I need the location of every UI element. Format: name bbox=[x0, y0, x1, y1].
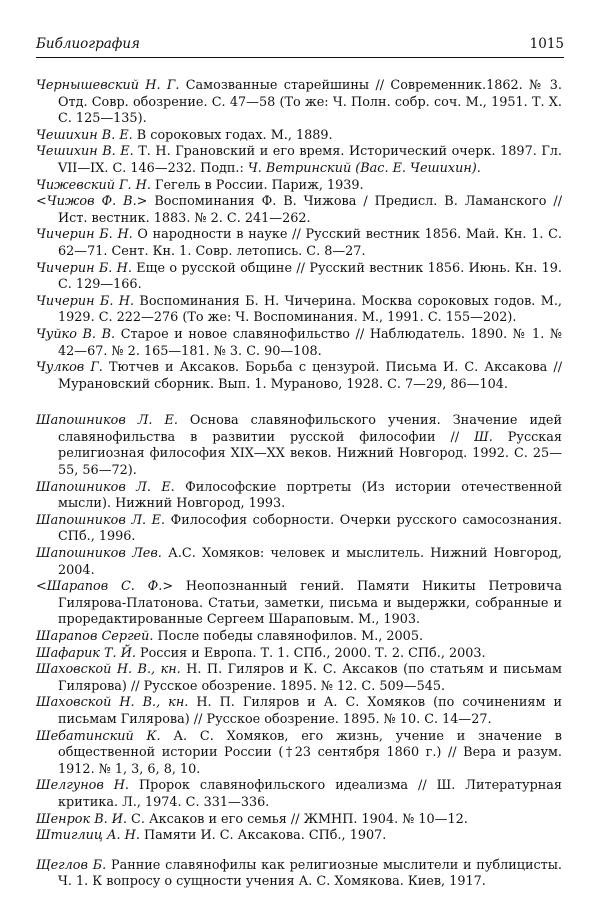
entry-author: Штиглиц А. Н. bbox=[36, 828, 140, 844]
entry-author: Чернышевский Н. Г. bbox=[36, 78, 180, 93]
entry-text: Н. П. Гиляров и К. С. Аксаков (по статьям и письмам Гилярова) // Русское обозрение. 1895. № 12. С. 509—545. bbox=[58, 662, 562, 694]
bibliography-entry bbox=[36, 194, 562, 227]
bibliography-entry bbox=[36, 144, 562, 177]
entry-text: Тютчев и Аксаков. Борьба с цензурой. Письма И. С. Аксакова // Мурановский сборник. Вып. 1. Мураново, 1928. С. 7—29, 86—104. bbox=[58, 360, 563, 392]
bibliography-entry bbox=[36, 513, 562, 546]
entry-author: Чижевский Г. Н. bbox=[36, 177, 151, 193]
entry-text: Н. П. Гиляров и А. С. Хомяков (по сочинениям и письмам Гилярова) // Русское обозрение. 1895. № 10. С. 14—27. bbox=[58, 695, 562, 727]
bibliography-entry bbox=[36, 812, 562, 829]
bibliography-entry bbox=[36, 858, 562, 891]
entry-text: Еще о русской общине // Русский вестник 1856. Июнь. Кн. 19. С. 129—166. bbox=[58, 260, 562, 293]
entry-author: Шарапов Сергей. bbox=[36, 629, 154, 644]
bibliography-entry bbox=[36, 778, 562, 811]
header-rule bbox=[36, 57, 564, 58]
bibliography-entry bbox=[36, 294, 562, 327]
bibliography-entry bbox=[36, 227, 562, 260]
entry-author: Чуйко В. В. bbox=[36, 326, 116, 342]
entry-text: Памяти И. С. Аксакова. СПб., 1907. bbox=[139, 828, 387, 844]
bibliography-entry bbox=[36, 480, 562, 513]
entry-text: Философия соборности. Очерки русского самосознания. СПб., 1996. bbox=[58, 512, 562, 545]
entry-text: Т. Н. Грановский и его время. Исторический очерк. 1897. Гл. VII—IX. С. 146—232. Подп.: bbox=[58, 144, 563, 176]
bibliography-entry bbox=[36, 695, 562, 728]
bibliography-entry bbox=[36, 546, 562, 579]
bibliography-entry bbox=[36, 78, 562, 128]
entry-author: Шапошников Л. Е. bbox=[36, 413, 178, 429]
entry-author: Шапошников Л. Е. bbox=[36, 479, 175, 495]
entry-text: Воспоминания Б. Н. Чичерина. Москва сороковых годов. М., 1929. С. 222—276 (То же: Ч. Воспоминания. М., 1991. С. 155—202). bbox=[58, 293, 562, 326]
entry-author: Чичерин Б. Н. bbox=[36, 260, 132, 276]
entry-text-after: Русская религиозная философия XIX—XX веков. Нижний Новгород. 1992. С. 25—55, 56—72). bbox=[58, 429, 562, 479]
entry-text-italic: Ш. bbox=[474, 429, 493, 445]
entry-author: Щеглов Б. bbox=[36, 857, 107, 873]
bibliography-entry bbox=[36, 261, 562, 294]
entry-author: <Шарапов С. Ф.> bbox=[36, 579, 174, 595]
running-header bbox=[36, 36, 564, 56]
entry-text: Гегель в России. Париж, 1939. bbox=[150, 177, 364, 193]
entry-text: Воспоминания Ф. В. Чижова / Предисл. В. Ламанского // Ист. вестник. 1883. № 2. С. 241—262. bbox=[58, 194, 563, 226]
bibliography-list bbox=[36, 78, 562, 891]
bibliography-entry bbox=[36, 662, 562, 695]
bibliography-entry bbox=[36, 413, 562, 479]
entry-text: А. С. Хомяков, его жизнь, учение и значение в общественной истории России (†23 сентября 1860 г.) // Вера и разум. 1912. № 1, 3, 6, 8, 10. bbox=[58, 728, 562, 777]
bibliography-entry bbox=[36, 178, 562, 195]
entry-text: Ранние славянофилы как религиозные мыслители и публицисты. Ч. 1. К вопросу о сущности учения А. С. Хомякова. Киев, 1917. bbox=[58, 857, 562, 890]
entry-author: Шенрок В. И. bbox=[36, 811, 127, 827]
entry-text: Старое и новое славянофильство // Наблюдатель. 1890. № 1. № 42—67. № 2. 165—181. № 3. С. 90—108. bbox=[58, 326, 562, 359]
entry-text: О народности в науке // Русский вестник 1856. Май. Кн. 1. С. 62—71. Сент. Кн. 1. Совр. летопись. С. 8—27. bbox=[58, 227, 562, 259]
bibliography-entry bbox=[36, 629, 562, 646]
entry-author: Шаховской Н. В., кн. bbox=[36, 662, 181, 678]
entry-author: Шапошников Лев. bbox=[36, 546, 162, 562]
bibliography-entry bbox=[36, 828, 562, 845]
section-gap bbox=[36, 393, 562, 413]
bibliography-entry bbox=[36, 729, 562, 779]
entry-text: Философские портреты (Из истории отечественной мысли). Нижний Новгород, 1993. bbox=[58, 479, 562, 512]
entry-text: Основа славянофильского учения. Значение идей славянофильства в развитии русской философии // bbox=[58, 413, 562, 445]
bibliography-entry bbox=[36, 646, 562, 663]
bibliography-entry bbox=[36, 128, 562, 145]
section-title: Библиография bbox=[36, 36, 140, 52]
entry-author: Шапошников Л. Е. bbox=[36, 512, 166, 528]
entry-text: Неопознанный гений. Памяти Никиты Петровича Гилярова-Платонова. Статьи, заметки, письма и выдержки, собранные и проредактированные Сергеем Шараповым. М., 1903. bbox=[58, 579, 562, 628]
entry-text: После победы славянофилов. М., 2005. bbox=[153, 629, 424, 644]
entry-text: Пророк славянофильского идеализма // Ш. Литературная критика. Л., 1974. С. 331—336. bbox=[58, 778, 562, 810]
entry-author: Чешихин В. Е. bbox=[36, 144, 134, 160]
bibliography-entry bbox=[36, 579, 562, 629]
entry-author: Чулков Г. bbox=[36, 360, 103, 376]
entry-text: Самозванные старейшины // Современник.1862. № 3. Отд. Совр. обозрение. С. 47—58 (То же: Ч. Полн. собр. соч. М., 1951. Т. X. С. 125—135). bbox=[58, 78, 562, 127]
bibliography-entry bbox=[36, 360, 562, 393]
entry-author: Шафарик Т. Й. bbox=[36, 645, 136, 661]
entry-author: Чичерин Б. Н. bbox=[36, 227, 133, 243]
entry-text: В сороковых годах. М., 1889. bbox=[132, 127, 333, 143]
page-number: 1015 bbox=[529, 36, 564, 52]
entry-author: Шебатинский К. bbox=[36, 728, 161, 744]
bibliography-entry bbox=[36, 327, 562, 360]
entry-text: Россия и Европа. Т. 1. СПб., 2000. Т. 2. СПб., 2003. bbox=[135, 645, 486, 661]
entry-author: <Чижов Ф. В.> bbox=[36, 194, 148, 210]
entry-author: Чешихин В. Е. bbox=[36, 127, 133, 143]
entry-author: Шелгунов Н. bbox=[36, 778, 129, 794]
section-gap bbox=[36, 845, 562, 858]
entry-author: Шаховской Н. В., кн. bbox=[36, 695, 189, 711]
entry-author: Чичерин Б. Н. bbox=[36, 293, 135, 309]
entry-text-italic: Ч. Ветринский (Вас. Е. Чешихин). bbox=[247, 160, 481, 176]
entry-text: А.С. Хомяков: человек и мыслитель. Нижний Новгород, 2004. bbox=[58, 546, 562, 578]
entry-text: С. Аксаков и его семья // ЖМНП. 1904. № 10—12. bbox=[126, 811, 468, 827]
